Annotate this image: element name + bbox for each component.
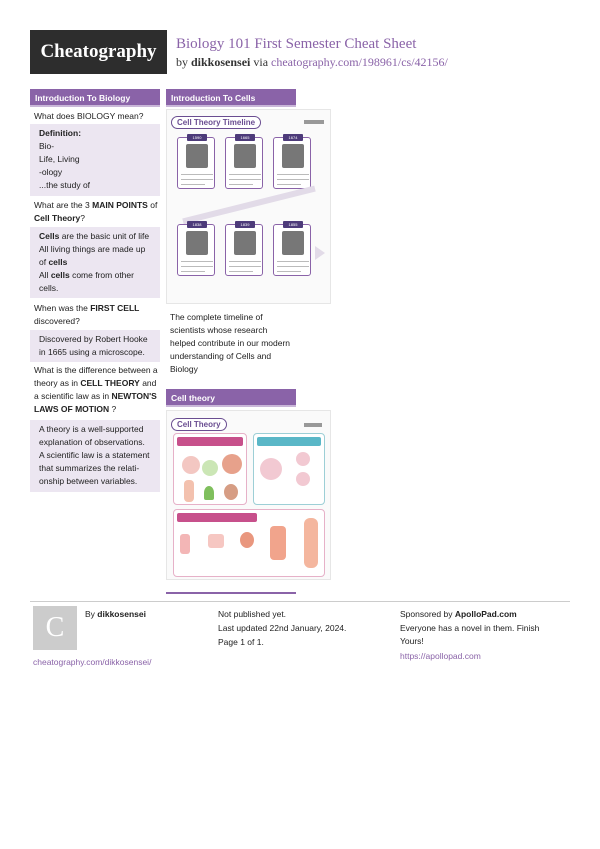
q4-line: and bbox=[139, 378, 157, 388]
card-text-line bbox=[181, 261, 213, 262]
card-text-line bbox=[181, 174, 213, 175]
section-end-rule bbox=[166, 592, 296, 594]
panel-1-banner bbox=[177, 437, 243, 446]
footer-updated: Last updated 22nd January, 2024. bbox=[218, 623, 347, 633]
timeline-card bbox=[225, 137, 263, 189]
timeline-card bbox=[177, 137, 215, 189]
question-biology-meaning: What does BIOLOGY mean? bbox=[34, 111, 144, 121]
a2-line: come from other bbox=[69, 270, 134, 280]
organ-illustration bbox=[240, 532, 254, 548]
answer-first-cell: Discovered by Robert Hooke in 1665 using a microscope. bbox=[30, 330, 160, 362]
sheet-url-link[interactable]: cheatography.com/198961/cs/42156/ bbox=[271, 55, 448, 69]
footer-page: Page 1 of 1. bbox=[218, 637, 264, 647]
scientist-portrait bbox=[282, 231, 304, 255]
card-text-line bbox=[181, 179, 213, 180]
q2-text: What are the 3 bbox=[34, 200, 93, 210]
a2-line: cells. bbox=[39, 283, 59, 293]
timeline-year: 1665 bbox=[235, 134, 255, 141]
q2-bold: MAIN POINTS bbox=[92, 200, 148, 210]
card-text-line bbox=[229, 266, 261, 267]
q2-bold2: Cell Theory bbox=[34, 213, 81, 223]
card-text-line bbox=[229, 261, 261, 262]
footer-published: Not published yet. bbox=[218, 609, 287, 619]
tissue-illustration bbox=[208, 534, 224, 548]
timeline-card bbox=[177, 224, 215, 276]
answer-cell-theory-points bbox=[30, 227, 160, 298]
answer-biology-meaning bbox=[30, 124, 160, 196]
sponsor-name[interactable]: ApolloPad.com bbox=[454, 609, 517, 619]
cell-illustration bbox=[222, 454, 242, 474]
cell-theory-timeline-image bbox=[166, 109, 331, 304]
sponsor-link[interactable]: https://apollopad.com bbox=[400, 651, 481, 661]
answer-theory-vs-law bbox=[30, 420, 160, 492]
timeline-card bbox=[273, 137, 311, 189]
a2-line: are the basic unit of life bbox=[59, 231, 150, 241]
q4-line: What is the difference between a bbox=[34, 365, 158, 375]
card-text-line bbox=[277, 261, 309, 262]
card-text-line bbox=[277, 184, 301, 185]
panel-2-banner bbox=[257, 437, 321, 446]
question-first-cell bbox=[30, 302, 160, 328]
timeline-card bbox=[273, 224, 311, 276]
q4-bold: LAWS OF MOTION bbox=[34, 404, 110, 414]
cheatography-logo[interactable]: Cheatography bbox=[30, 30, 167, 74]
a2-line: of bbox=[39, 257, 49, 267]
footer-sponsor bbox=[400, 608, 517, 621]
a2-line: All bbox=[39, 270, 51, 280]
question-cell-theory-points bbox=[30, 199, 160, 225]
panel-3 bbox=[173, 509, 325, 577]
scientist-portrait bbox=[186, 231, 208, 255]
card-text-line bbox=[277, 174, 309, 175]
panel-3-banner bbox=[177, 513, 257, 522]
card-text-line bbox=[229, 271, 253, 272]
q4-line: theory as in bbox=[34, 378, 81, 388]
scientist-portrait bbox=[282, 144, 304, 168]
scientist-portrait bbox=[234, 144, 256, 168]
timeline-year: 1838 bbox=[187, 221, 207, 228]
byline-author[interactable]: dikkosensei bbox=[191, 55, 251, 69]
panel-1 bbox=[173, 433, 247, 505]
section-heading-intro-biology: Introduction To Biology bbox=[30, 89, 160, 107]
sponsor-tagline: Everyone has a novel in them. Finish Yours! bbox=[400, 623, 540, 646]
daughter-cell-illustration bbox=[296, 452, 310, 466]
timeline-caption: The complete timeline of scientists whose research helped contribute in our modern understanding of Cells and Biology bbox=[166, 311, 296, 376]
sponsor-prefix: Sponsored by bbox=[400, 609, 455, 619]
q3-text: When was the bbox=[34, 303, 91, 313]
timeline-connector bbox=[182, 186, 315, 225]
cells-illustration bbox=[180, 534, 190, 554]
section-heading-cell-theory: Cell theory bbox=[166, 389, 296, 407]
q4-bold: NEWTON'S bbox=[111, 391, 157, 401]
author-profile-link[interactable]: cheatography.com/dikkosensei/ bbox=[33, 657, 152, 667]
card-text-line bbox=[181, 271, 205, 272]
cell-illustration bbox=[182, 456, 200, 474]
card-text-line bbox=[277, 179, 309, 180]
footer-by: By bbox=[85, 609, 95, 619]
a2-bold: Cells bbox=[39, 231, 60, 241]
daughter-cell-illustration bbox=[296, 472, 310, 486]
definition-line: ...the study of bbox=[39, 180, 91, 190]
card-text-line bbox=[229, 184, 253, 185]
sheet-byline bbox=[176, 55, 448, 70]
timeline-year: 1674 bbox=[283, 134, 303, 141]
byline-by: by bbox=[176, 55, 188, 69]
timeline-year: 1590 bbox=[187, 134, 207, 141]
footer-divider bbox=[30, 601, 570, 602]
footer-author-name[interactable]: dikkosensei bbox=[97, 609, 146, 619]
a2-bold: cells bbox=[48, 257, 68, 267]
scientist-portrait bbox=[234, 231, 256, 255]
image-credit-mark bbox=[304, 423, 322, 427]
a2-line: All living things are made up bbox=[39, 244, 146, 254]
a2-bold: cells bbox=[50, 270, 70, 280]
cell-illustration bbox=[202, 460, 218, 476]
organism-illustration bbox=[304, 518, 318, 568]
q2-mid: of bbox=[147, 200, 158, 210]
timeline-credit-mark bbox=[304, 120, 324, 124]
q3-bold: FIRST CELL bbox=[90, 303, 140, 313]
q2-end: ? bbox=[80, 213, 86, 223]
timeline-year: 1855 bbox=[283, 221, 303, 228]
byline-via: via bbox=[253, 55, 269, 69]
q4-line: ? bbox=[109, 404, 117, 414]
card-text-line bbox=[277, 271, 301, 272]
q4-line: a scientific law as in bbox=[34, 391, 112, 401]
timeline-year: 1839 bbox=[235, 221, 255, 228]
card-text-line bbox=[229, 179, 261, 180]
card-text-line bbox=[229, 174, 261, 175]
a4-line: A theory is a well-supported explanation of observations. bbox=[39, 424, 145, 447]
definition-line: -ology bbox=[39, 167, 63, 177]
definition-line: Bio- bbox=[39, 141, 55, 151]
mushroom-illustration bbox=[224, 484, 238, 500]
q4-bold: CELL THEORY bbox=[80, 378, 140, 388]
a4-line: A scientific law is a statement that summarizes the relationship between variables. bbox=[39, 450, 150, 486]
card-text-line bbox=[277, 266, 309, 267]
card-text-line bbox=[181, 266, 213, 267]
author-avatar[interactable]: C bbox=[33, 606, 77, 650]
definition-line: Life, Living bbox=[39, 154, 80, 164]
timeline-card bbox=[225, 224, 263, 276]
q3-end: discovered? bbox=[34, 316, 80, 326]
scientist-portrait bbox=[186, 144, 208, 168]
card-text-line bbox=[181, 184, 205, 185]
section-heading-intro-cells: Introduction To Cells bbox=[166, 89, 296, 107]
timeline-arrow-icon bbox=[315, 246, 325, 260]
parent-cell-illustration bbox=[260, 458, 282, 480]
timeline-title: Cell Theory Timeline bbox=[171, 116, 261, 129]
sheet-title: Biology 101 First Semester Cheat Sheet bbox=[176, 36, 417, 52]
definition-label: Definition: bbox=[39, 128, 82, 138]
cell-theory-title: Cell Theory bbox=[171, 418, 227, 431]
human-illustration bbox=[184, 480, 194, 502]
organ-system-illustration bbox=[270, 526, 286, 560]
cell-theory-image bbox=[166, 410, 331, 580]
plant-illustration bbox=[204, 486, 214, 500]
question-theory-vs-law bbox=[30, 364, 160, 416]
panel-2 bbox=[253, 433, 325, 505]
footer-author bbox=[85, 608, 146, 621]
